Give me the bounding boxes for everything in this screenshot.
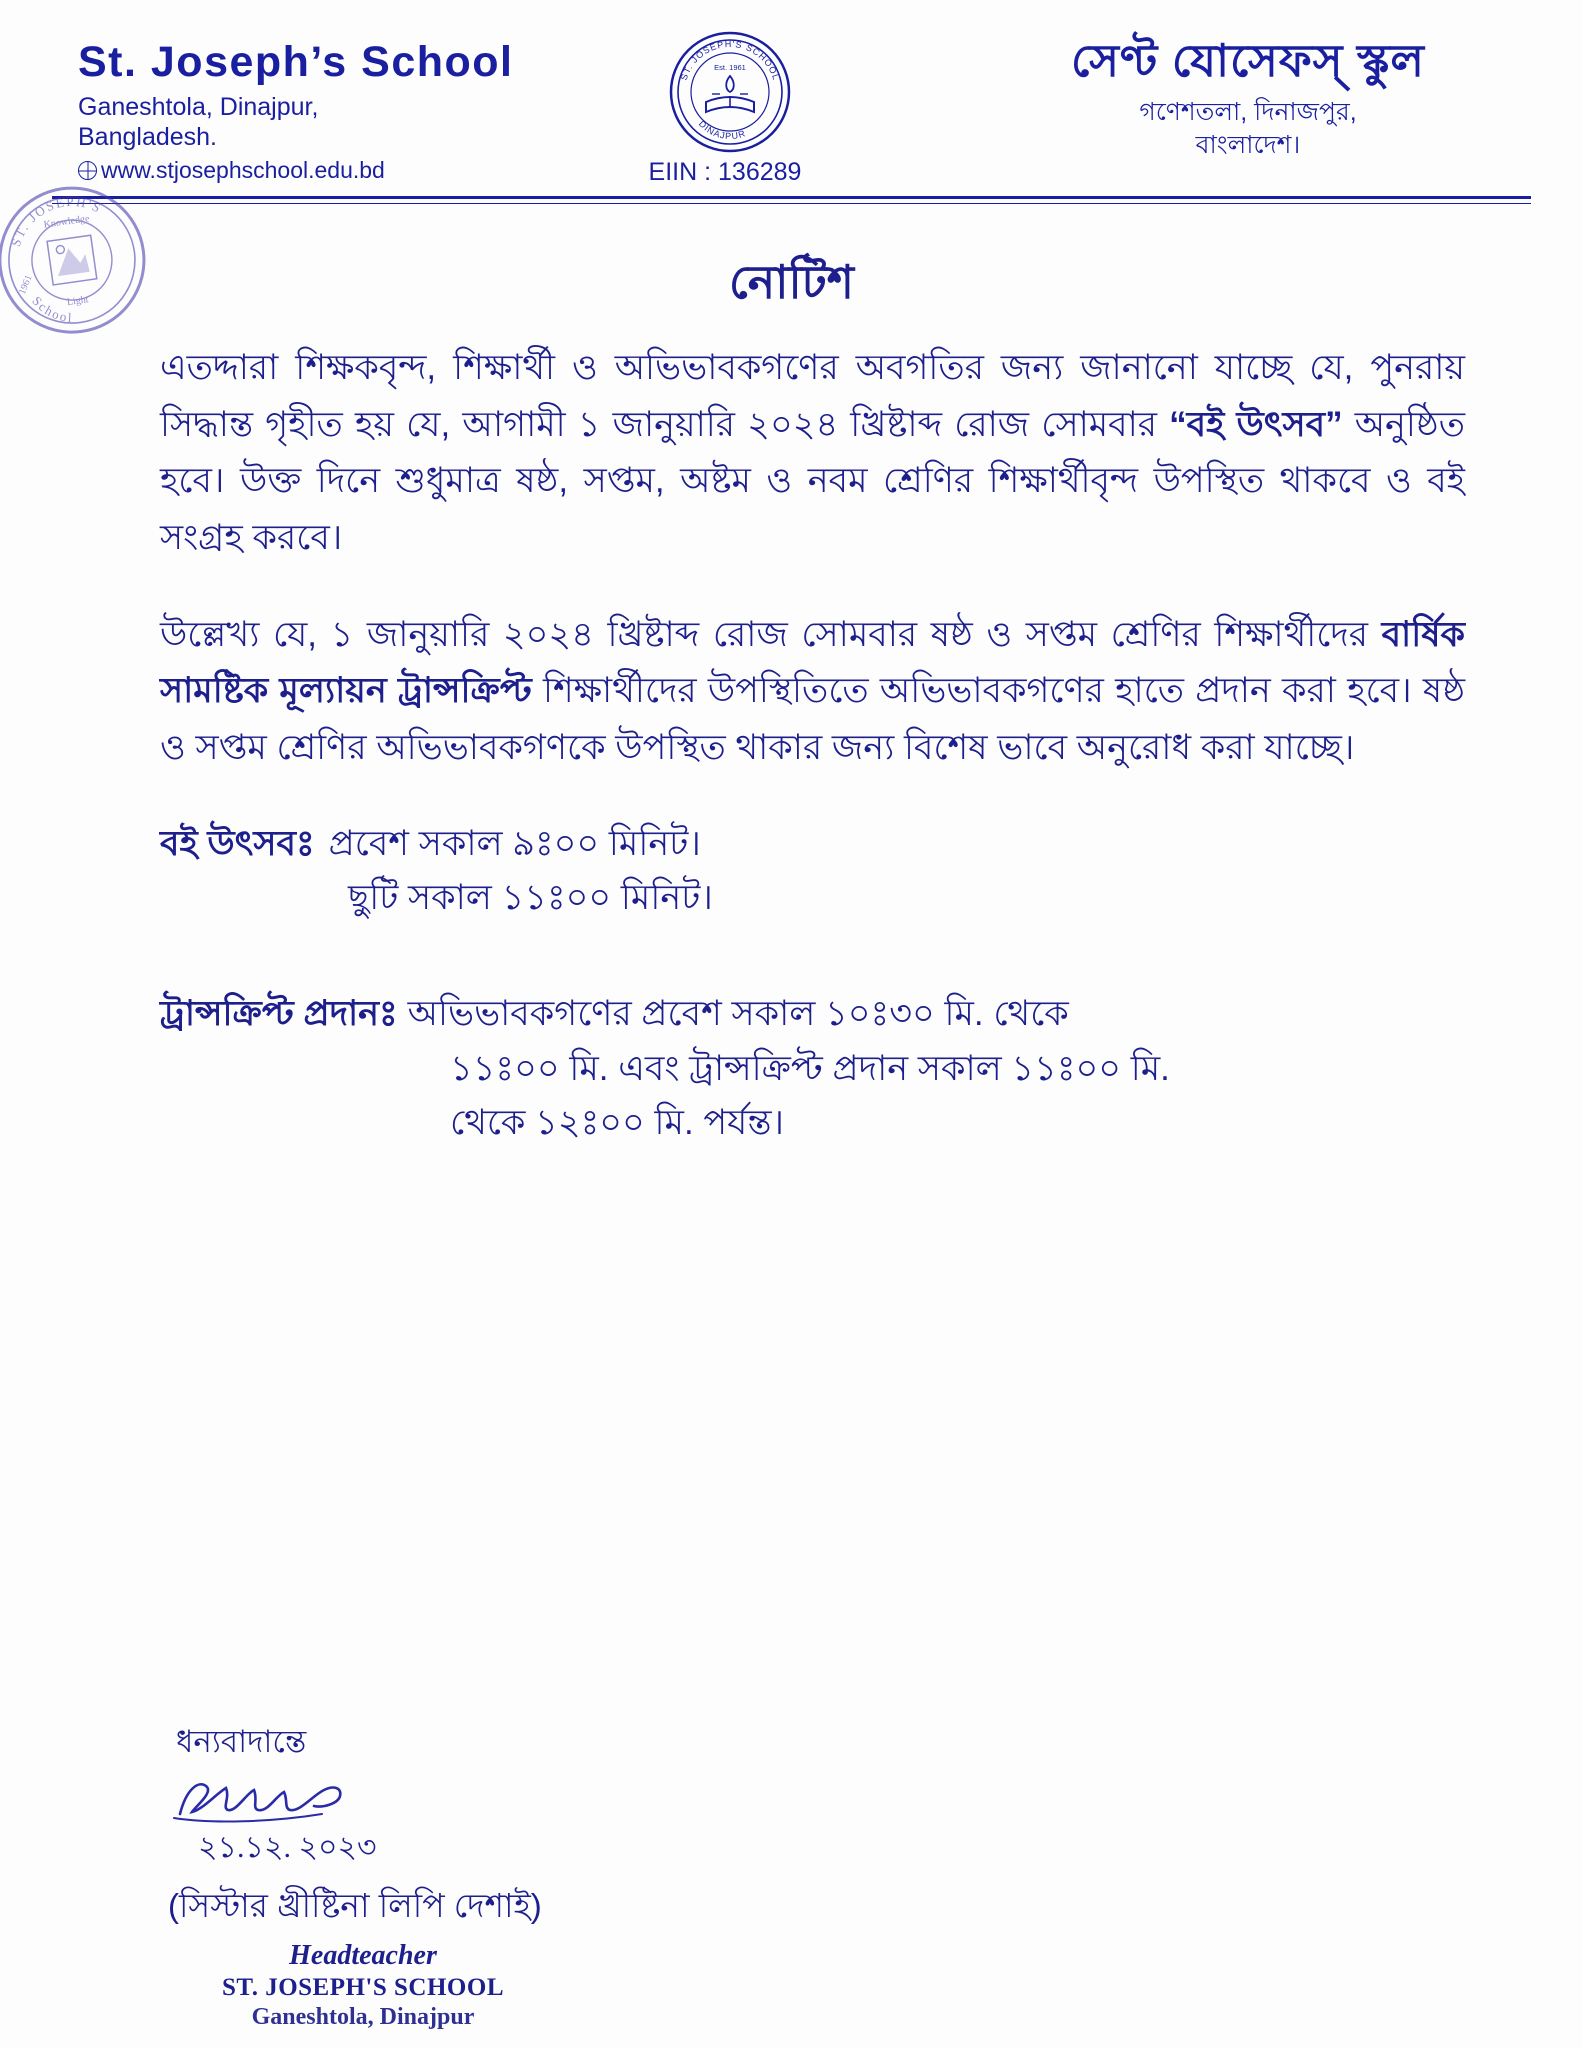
notice-body: [160, 340, 1465, 1150]
svg-text:1961: 1961: [16, 273, 35, 297]
school-address-line1: Ganeshtola, Dinajpur,: [78, 93, 319, 121]
transcript-label: ট্রান্সক্রিপ্ট প্রদানঃ: [160, 994, 398, 1034]
school-crest-icon: [668, 30, 792, 154]
school-website-text: www.stjosephschool.edu.bd: [101, 157, 385, 183]
signatory-school: ST. JOSEPH'S SCHOOL: [221, 1974, 505, 2001]
book-festival-closing-time: ছুটি সকাল ১১ঃ০০ মিনিট।: [348, 878, 713, 918]
letterhead-bangla-block: [983, 36, 1513, 163]
transcript-line-3: থেকে ১২ঃ০০ মি. পর্যন্ত।: [450, 1102, 784, 1142]
signatory-name: (সিস্টার খ্রীষ্টিনা লিপি দেশাই): [168, 1887, 542, 1924]
signatory-role: Headteacher: [289, 1940, 437, 1971]
header-divider-thin: [52, 203, 1531, 204]
header-divider-thick: [52, 196, 1531, 199]
signature-block: [168, 1718, 688, 2031]
school-address-bangla: [983, 96, 1513, 164]
transcript-line-1-row: [160, 987, 1465, 1041]
signature-date: ২১.১২. ২০২৩: [198, 1831, 377, 1864]
school-address-english: [78, 93, 608, 152]
school-crest-block: [650, 30, 810, 187]
closing-salutation: ধন্যবাদান্তে: [176, 1724, 307, 1759]
book-festival-label: বই উৎসবঃ: [160, 823, 315, 863]
book-festival-schedule: [160, 817, 1465, 926]
school-website[interactable]: [78, 157, 608, 184]
paragraph-2-part-b: শিক্ষার্থীদের উপস্থিতিতে অভিভাবকগণের হাতে প্রদান করা হবে। ষষ্ঠ ও সপ্তম শ্রেণির অভিভাবকগণকে উপস্থিত থাকার জন্য বিশেষ ভাবে অনুরোধ করা যাচ্ছে।: [160, 671, 1465, 768]
letterhead: [0, 26, 1583, 196]
school-name-bangla: সেণ্ট যোসেফস্ স্কুল: [1071, 35, 1425, 86]
transcript-line-1: অভিভাবকগণের প্রবেশ সকাল ১০ঃ৩০ মি. থেকে: [407, 994, 1069, 1034]
school-address-bangla-line2: বাংলাদেশ।: [1195, 131, 1301, 160]
school-address-bangla-line1: গণেশতলা, দিনাজপুর,: [1139, 97, 1357, 126]
book-festival-entry-time-row: [160, 817, 1465, 871]
svg-text:DINAJPUR: DINAJPUR: [696, 118, 748, 142]
schedule-spacer: [160, 925, 1465, 969]
svg-text:Est. 1961: Est. 1961: [714, 63, 746, 72]
transcript-line-3-row: [160, 1096, 1465, 1150]
school-eiin: EIIN : 136289: [648, 158, 802, 186]
svg-text:Knowledge: Knowledge: [42, 213, 91, 231]
transcript-line-2: ১১ঃ০০ মি. এবং ট্রান্সক্রিপ্ট প্রদান সকাল ১১ঃ০০ মি.: [450, 1048, 1170, 1088]
school-address-line2: Bangladesh.: [78, 122, 218, 151]
notice-title: নোটিশ: [729, 256, 854, 308]
book-festival-closing-time-row: [160, 871, 1465, 925]
book-festival-emphasis: “বই উৎসব”: [1169, 404, 1343, 444]
transcript-line-2-row: [160, 1042, 1465, 1096]
school-name-english: St. Joseph’s School: [78, 38, 514, 86]
letterhead-english-block: [78, 38, 608, 184]
svg-text:Light: Light: [66, 294, 90, 309]
paragraph-2-part-a: উল্লেখ্য যে, ১ জানুয়ারি ২০২৪ খ্রিষ্টাব্দ রোজ সোমবার ষষ্ঠ ও সপ্তম শ্রেণির শিক্ষার্থীদের: [160, 614, 1382, 654]
notice-paragraph-2: [160, 607, 1465, 777]
svg-text:ST. JOSEPH'S SCHOOL: ST. JOSEPH'S SCHOOL: [678, 38, 782, 82]
paragraph-1-part-a: এতদ্দারা শিক্ষকবৃন্দ, শিক্ষার্থী ও অভিভাবকগণের অবগতির জন্য জানানো যাচ্ছে যে, পুনরায় সিদ্ধান্ত গৃহীত হয় যে, আগামী ১ জানুয়ারি ২০২৪ খ্রিষ্টাব্দ রোজ সোমবার: [160, 348, 1465, 444]
transcript-emphasis: বার্ষিক সামষ্টিক মূল্যায়ন ট্রান্সক্রিপ্ট: [160, 614, 1465, 711]
signatory-place: Ganeshtola, Dinajpur: [251, 2004, 475, 2030]
paragraph-1-part-b: অনুষ্ঠিত হবে। উক্ত দিনে শুধুমাত্র ষষ্ঠ, সপ্তম, অষ্টম ও নবম শ্রেণির শিক্ষার্থীবৃন্দ উপস্থিত থাকবে ও বই সংগ্রহ করবে।: [160, 404, 1465, 558]
transcript-schedule: [160, 987, 1465, 1150]
book-festival-entry-time: প্রবেশ সকাল ৯ঃ০০ মিনিট।: [328, 823, 701, 863]
notice-paragraph-1: [160, 340, 1465, 567]
svg-text:School: School: [29, 293, 74, 326]
svg-text:ST. JOSEPH'S: ST. JOSEPH'S: [7, 194, 105, 249]
